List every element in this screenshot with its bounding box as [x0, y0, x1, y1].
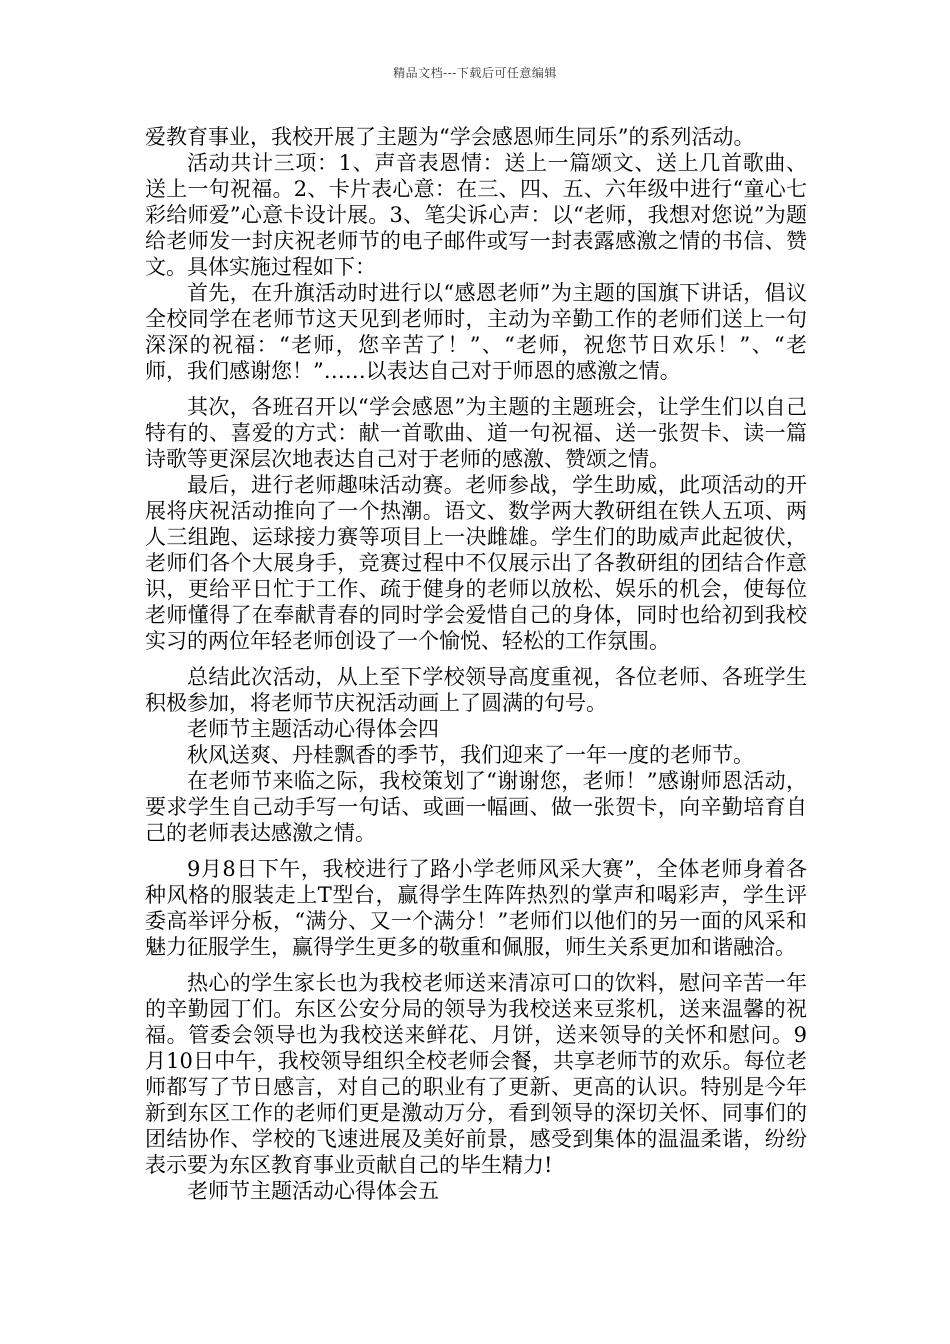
section-heading: 老师节主题活动心得体会五: [187, 1179, 439, 1203]
paragraph: 首先，在升旗活动时进行以“感恩老师”为主题的国旗下讲话，倡议全校同学在老师节这天见到老师时，主动为辛勤工作的老师们送上一句深深的祝福：“老师，您辛苦了！”、“老师，祝您节日欢乐！”、“老师，我们感谢您！”……以表达自己对于师恩的感激之情。: [145, 281, 807, 383]
paragraph: 活动共计三项：1、声音表恩情：送上一篇颂文、送上几首歌曲、送上一句祝福。2、卡片表心意：在三、四、五、六年级中进行“童心七彩给师爱”心意卡设计展。3、笔尖诉心声：以“老师，我想对您说”为题给老师发一封庆祝老师节的电子邮件或写一封表露感激之情的书信、赞文。具体实施过程如下：: [145, 151, 807, 279]
paragraph: 爱教育事业，我校开展了主题为“学会感恩师生同乐”的系列活动。: [145, 125, 755, 149]
paragraph: 最后，进行老师趣味活动赛。老师参战，学生助威，此项活动的开展将庆祝活动推向了一个热潮。语文、数学两大教研组在铁人五项、两人三组跑、运球接力赛等项目上一决雌雄。学生们的助威声此起彼伏，老师们各个大展身手，竞赛过程中不仅展示出了各教研组的团结合作意识，更给平日忙于工作、疏于健身的老师以放松、娱乐的机会，使每位老师懂得了在奉献青春的同时学会爱惜自己的身体，同时也给初到我校实习的两位年轻老师创设了一个愉悦、轻松的工作氛围。: [145, 473, 807, 653]
page-header: 精品文档---下载后可任意编辑: [393, 66, 557, 80]
document-body: [145, 124, 807, 1204]
paragraph: 在老师节来临之际，我校策划了“谢谢您，老师！”感谢师恩活动，要求学生自己动手写一句话、或画一幅画、做一张贺卡，向辛勤培育自己的老师表达感激之情。: [145, 769, 807, 845]
paragraph: 其次，各班召开以“学会感恩”为主题的主题班会，让学生们以自己特有的、喜爱的方式：献一首歌曲、道一句祝福、送一张贺卡、读一篇诗歌等更深层次地表达自己对于老师的感激、赞颂之情。: [145, 395, 807, 471]
paragraph: 热心的学生家长也为我校老师送来清凉可口的饮料，慰问辛苦一年的辛勤园丁们。东区公安分局的领导为我校送来豆浆机，送来温馨的祝福。管委会领导也为我校送来鲜花、月饼，送来领导的关怀和慰问。9月10日中午，我校领导组织全校老师会餐，共享老师节的欢乐。每位老师都写了节日感言，对自己的职业有了更新、更高的认识。特别是今年新到东区工作的老师们更是激动万分，看到领导的深切关怀、同事们的团结协作、学校的飞速进展及美好前景，感受到集体的温温柔谐，纷纷表示要为东区教育事业贡献自己的毕生精力!: [145, 971, 807, 1177]
section-heading: 老师节主题活动心得体会四: [187, 717, 439, 741]
paragraph: 9月8日下午，我校进行了路小学老师风采大赛”，全体老师身着各种风格的服装走上T型台，赢得学生阵阵热烈的掌声和喝彩声，学生评委高举评分板，“满分、又一个满分！”老师们以他们的另一面的风采和魅力征服学生，赢得学生更多的敬重和佩服，师生关系更加和谐融洽。: [145, 857, 807, 959]
paragraph: 总结此次活动，从上至下学校领导高度重视，各位老师、各班学生积极参加，将老师节庆祝活动画上了圆满的句号。: [145, 665, 807, 715]
paragraph: 秋风送爽、丹桂飘香的季节，我们迎来了一年一度的老师节。: [187, 743, 754, 767]
